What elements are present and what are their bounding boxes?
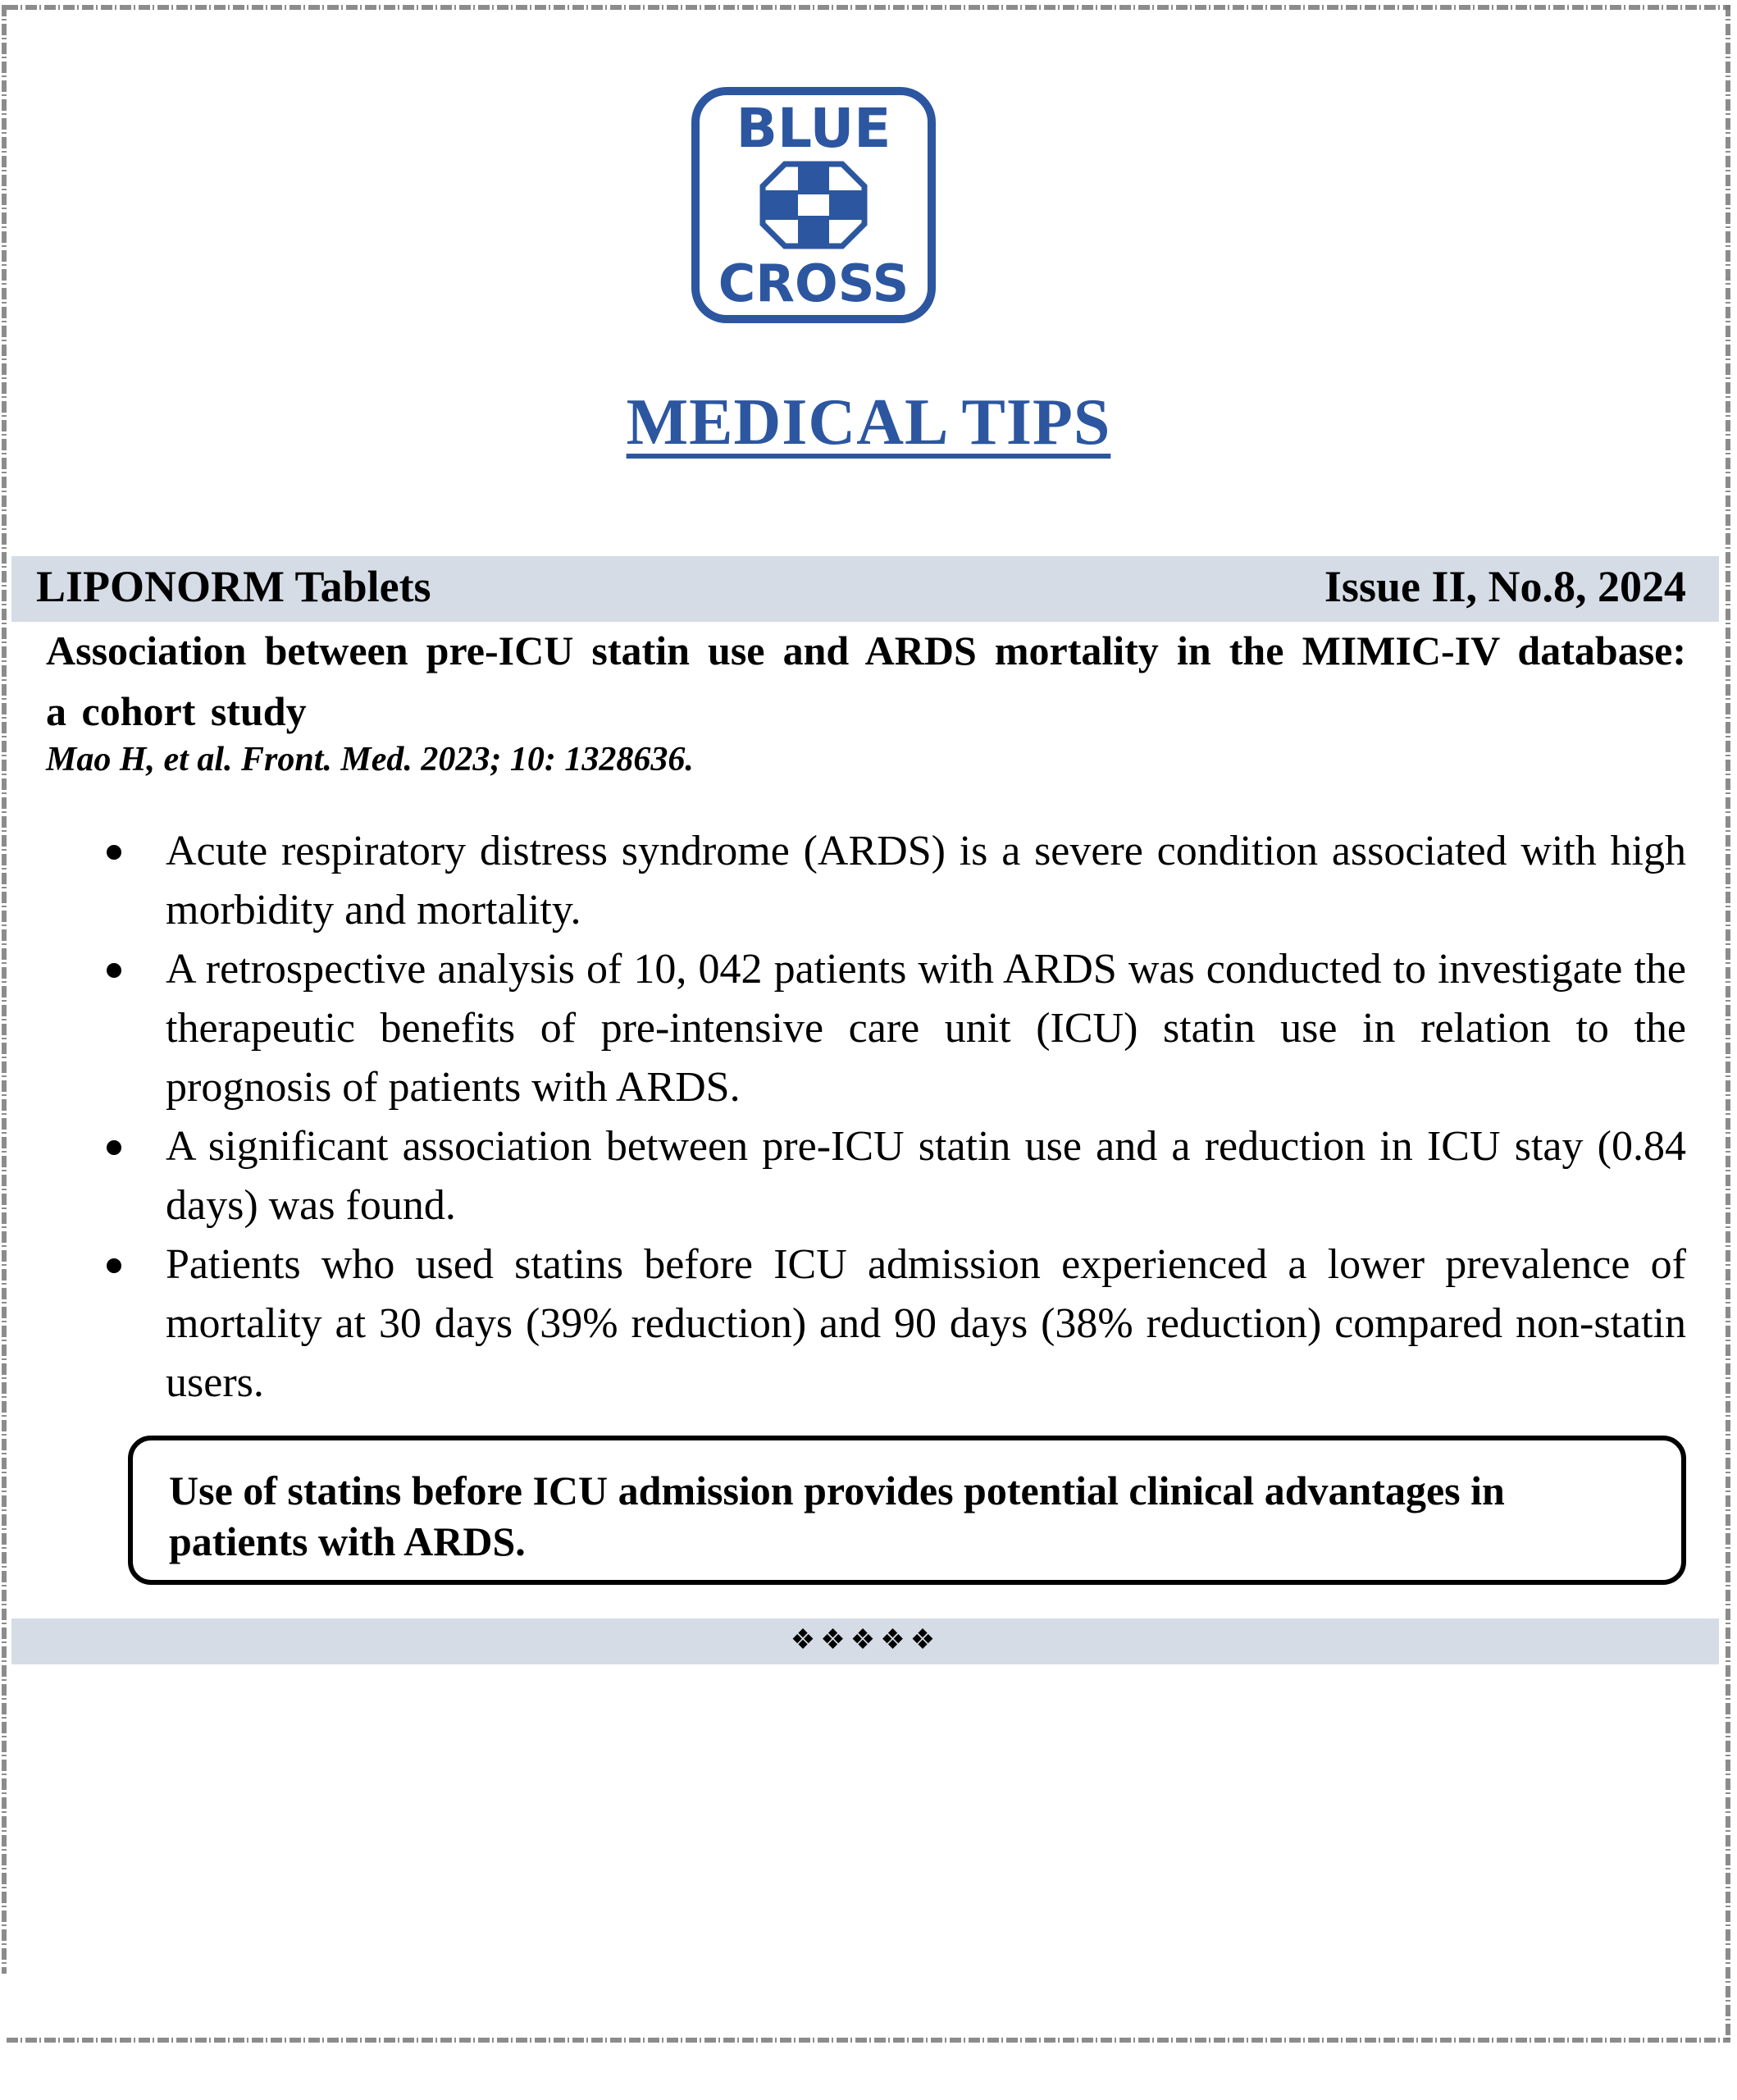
bullet-icon xyxy=(107,845,121,860)
cross-octagon-icon xyxy=(763,164,864,246)
list-item xyxy=(107,822,1686,940)
page-border-top xyxy=(7,5,1730,10)
list-item xyxy=(107,940,1686,1117)
issue-number: Issue II, No.8, 2024 xyxy=(1324,562,1686,611)
diamond-ornament-icon: ❖❖❖❖❖ xyxy=(790,1625,941,1655)
article-title: Association between pre-ICU statin use and ARDS mortality in the MIMIC-IV database: a cohort study xyxy=(46,628,1686,734)
takeaway-box xyxy=(128,1436,1686,1585)
key-findings-list xyxy=(107,822,1686,1413)
bullet-icon xyxy=(107,963,121,978)
bullet-text: A retrospective analysis of 10, 042 patients with ARDS was conducted to investigate the therapeutic benefits of pre-intensive care unit (ICU) statin use in relation to the prognosis of patients with ARDS. xyxy=(166,946,1686,1111)
bullet-icon xyxy=(107,1258,121,1273)
blue-cross-logo xyxy=(691,86,937,324)
list-item xyxy=(107,1117,1686,1235)
header-band xyxy=(11,556,1719,622)
product-name: LIPONORM Tablets xyxy=(36,562,431,611)
article-citation: Mao H, et al. Front. Med. 2023; 10: 1328636. xyxy=(46,741,694,778)
logo-text-cross: CROSS xyxy=(718,253,910,313)
bullet-icon xyxy=(107,1140,121,1155)
title-container xyxy=(0,386,1737,460)
page-border-bottom xyxy=(7,2038,1730,2043)
page-border-left xyxy=(2,5,7,1974)
page-border-right xyxy=(1726,5,1730,2039)
page-title: MEDICAL TIPS xyxy=(626,386,1111,459)
bullet-text: Patients who used statins before ICU admission experienced a lower prevalence of mortality at 30 days (39% reduction) and 90 days (38% reduction) compared non-statin users. xyxy=(166,1241,1686,1406)
logo-text-blue: BLUE xyxy=(736,97,891,160)
takeaway-text: Use of statins before ICU admission provides potential clinical advantages in patients with ARDS. xyxy=(169,1468,1505,1564)
footer-band xyxy=(11,1618,1719,1664)
list-item xyxy=(107,1235,1686,1413)
bullet-text: A significant association between pre-ICU statin use and a reduction in ICU stay (0.84 days) was found. xyxy=(166,1123,1686,1229)
bullet-text: Acute respiratory distress syndrome (ARDS) is a severe condition associated with high morbidity and mortality. xyxy=(166,828,1686,934)
